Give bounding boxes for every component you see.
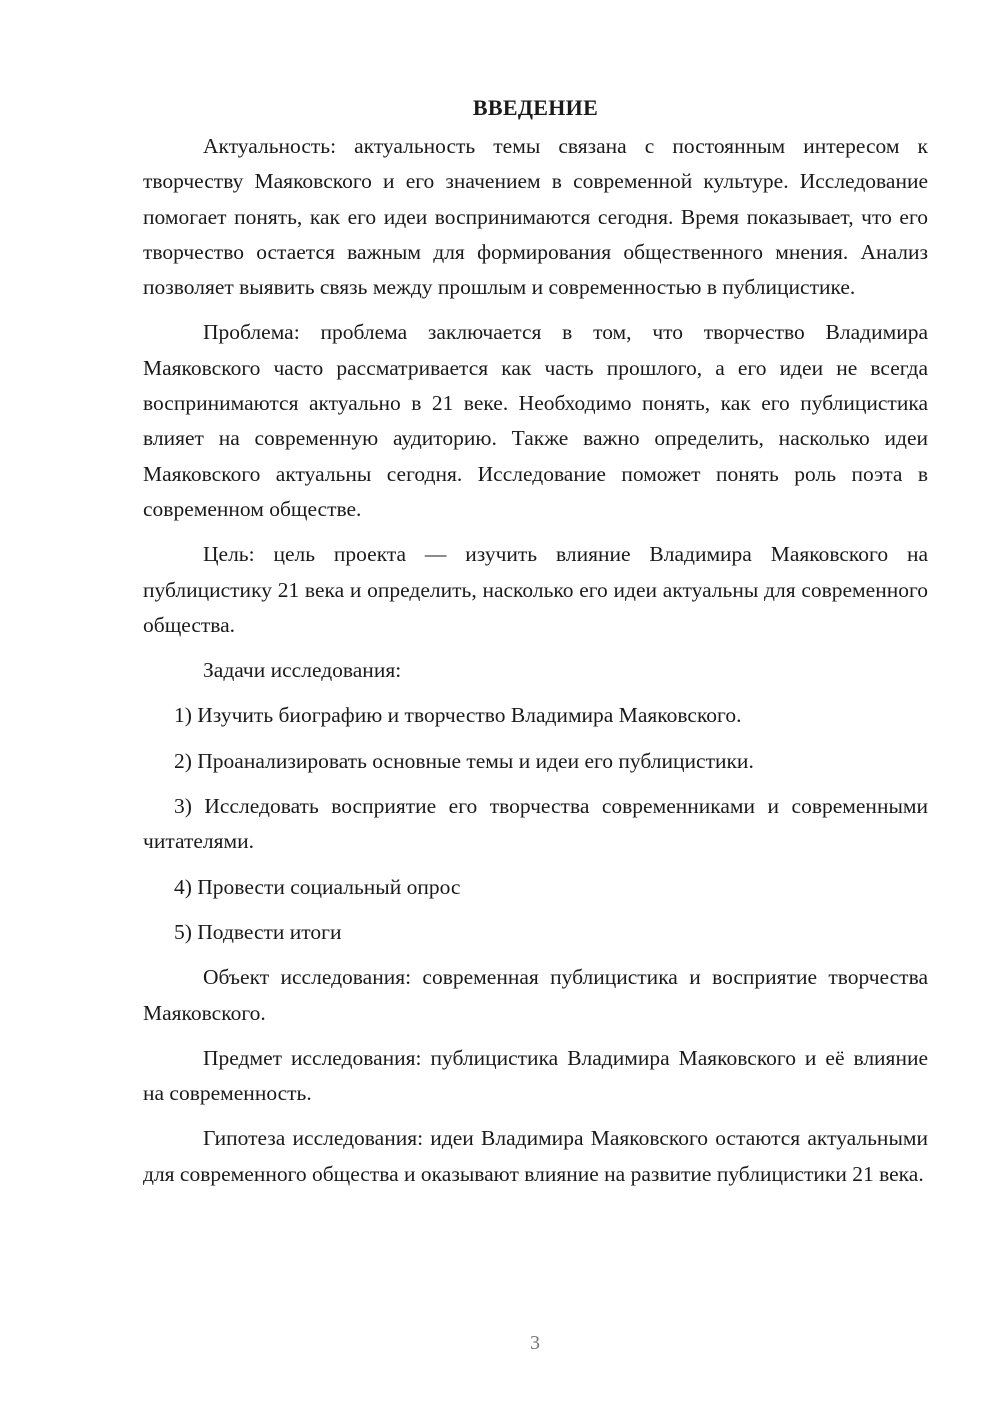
task-item-1: 1) Изучить биографию и творчество Владимира Маяковского. bbox=[174, 703, 742, 728]
paragraph-goal: Цель: цель проекта — изучить влияние Владимира Маяковского на публицистику 21 века и определить, насколько его идеи актуальны для современного общества. bbox=[143, 542, 928, 637]
task-item-4: 4) Провести социальный опрос bbox=[174, 874, 461, 899]
paragraph-subject: Предмет исследования: публицистика Владимира Маяковского и её влияние на современность. bbox=[143, 1045, 928, 1106]
page-number: 3 bbox=[530, 1332, 540, 1354]
task-item-2: 2) Проанализировать основные темы и идеи его публицистики. bbox=[174, 748, 754, 773]
section-title: ВВЕДЕНИЕ bbox=[472, 95, 599, 120]
paragraph-tasks-heading: Задачи исследования: bbox=[203, 658, 402, 683]
paragraph-relevance: Актуальность: актуальность темы связана с постоянным интересом к творчеству Маяковского и его значением в современной культуре. Исследование помогает понять, как его идеи воспринимаются сегодня. Время показывает, что его творчество остается важным для формирования общественного мнения. Анализ позволяет выявить связь между прошлым и современностью в публицистике. bbox=[143, 134, 928, 300]
task-item-5: 5) Подвести итоги bbox=[174, 919, 342, 944]
paragraph-problem: Проблема: проблема заключается в том, что творчество Владимира Маяковского часто рассматривается как часть прошлого, а его идеи не всегда воспринимаются актуально в 21 веке. Необходимо понять, как его публицистика влияет на современную аудиторию. Также важно определить, насколько идеи Маяковского актуальны сегодня. Исследование поможет понять роль поэта в современном обществе. bbox=[143, 320, 928, 521]
document-page bbox=[143, 90, 928, 1202]
paragraph-hypothesis: Гипотеза исследования: идеи Владимира Маяковского остаются актуальными для современного общества и оказывают влияние на развитие публицистики 21 века. bbox=[143, 1126, 928, 1186]
task-item-3: 3) Исследовать восприятие его творчества современниками и современными читателями. bbox=[143, 794, 928, 854]
paragraph-object: Объект исследования: современная публицистика и восприятие творчества Маяковского. bbox=[143, 965, 928, 1025]
